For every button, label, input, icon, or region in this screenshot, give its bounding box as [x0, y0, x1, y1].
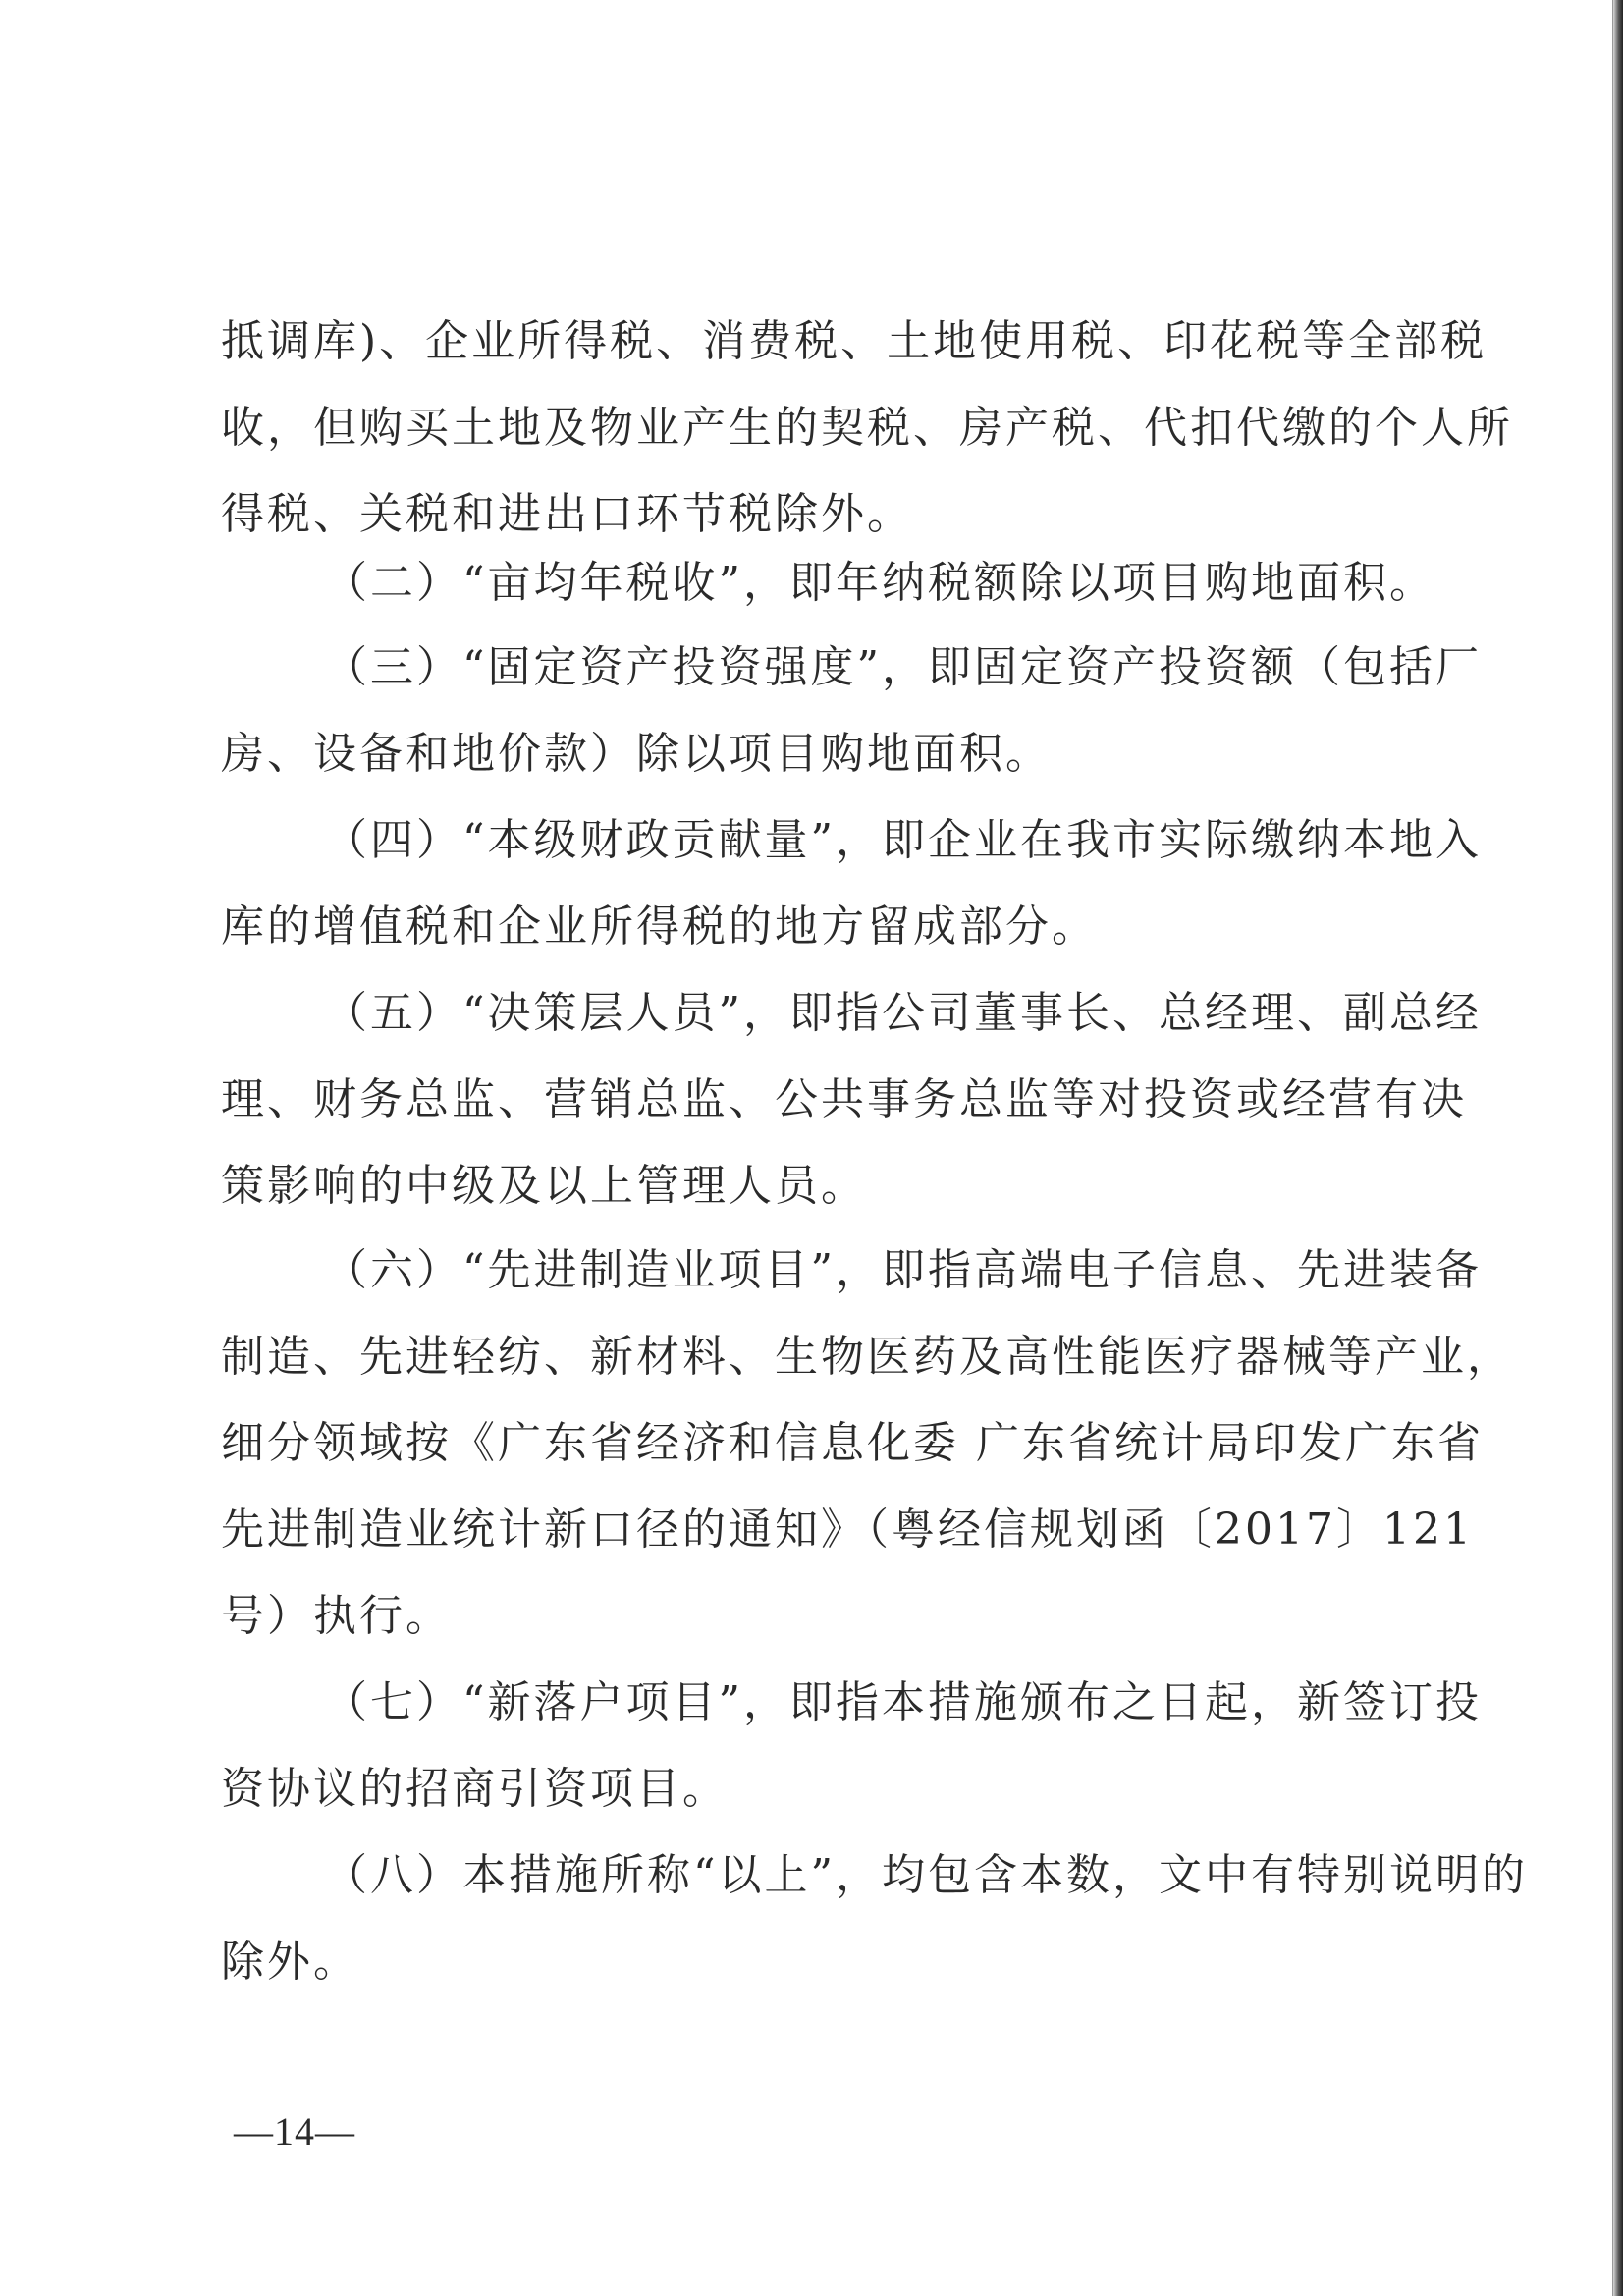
body-line: 资协议的招商引资项目。 — [221, 1764, 729, 1814]
body-line: 除外。 — [221, 1937, 359, 1987]
body-line: 理、财务总监、营销总监、公共事务总监等对投资或经营有决 — [221, 1074, 1467, 1124]
section-3-line: （三）“固定资产投资强度”，即固定资产投资额（包括厂 — [324, 642, 1482, 692]
body-line: 细分领域按《广东省经济和信息化委 广东省统计局印发广东省 — [221, 1418, 1484, 1468]
body-line: 库的增值税和企业所得税的地方留成部分。 — [221, 902, 1098, 952]
body-line: 先进制造业统计新口径的通知》（粤经信规划函〔2017〕121 — [221, 1504, 1474, 1555]
body-line: 房、设备和地价款）除以项目购地面积。 — [221, 729, 1052, 779]
section-7-line: （七）“新落户项目”，即指本措施颁布之日起，新签订投 — [324, 1677, 1482, 1727]
body-line: 策影响的中级及以上管理人员。 — [221, 1161, 867, 1211]
section-2-line: （二）“亩均年税收”，即年纳税额除以项目购地面积。 — [324, 558, 1435, 608]
section-8-line: （八）本措施所称“以上”，均包含本数，文中有特别说明的 — [324, 1850, 1528, 1900]
section-5-line: （五）“决策层人员”，即指公司董事长、总经理、副总经 — [324, 988, 1482, 1038]
page-edge-shadow — [1613, 0, 1623, 2296]
body-line: 收，但购买土地及物业产生的契税、房产税、代扣代缴的个人所 — [221, 403, 1513, 453]
body-line: 号）执行。 — [221, 1591, 452, 1641]
body-line: 得税、关税和进出口环节税除外。 — [221, 489, 913, 539]
section-4-line: （四）“本级财政贡献量”，即企业在我市实际缴纳本地入 — [324, 815, 1482, 865]
body-line: 制造、先进轻纺、新材料、生物医药及高性能医疗器械等产业， — [221, 1332, 1513, 1382]
body-line: 抵调库)、企业所得税、消费税、土地使用税、印花税等全部税 — [221, 316, 1488, 366]
section-6-line: （六）“先进制造业项目”，即指高端电子信息、先进装备 — [324, 1245, 1482, 1295]
page-number: —14— — [234, 2109, 355, 2154]
